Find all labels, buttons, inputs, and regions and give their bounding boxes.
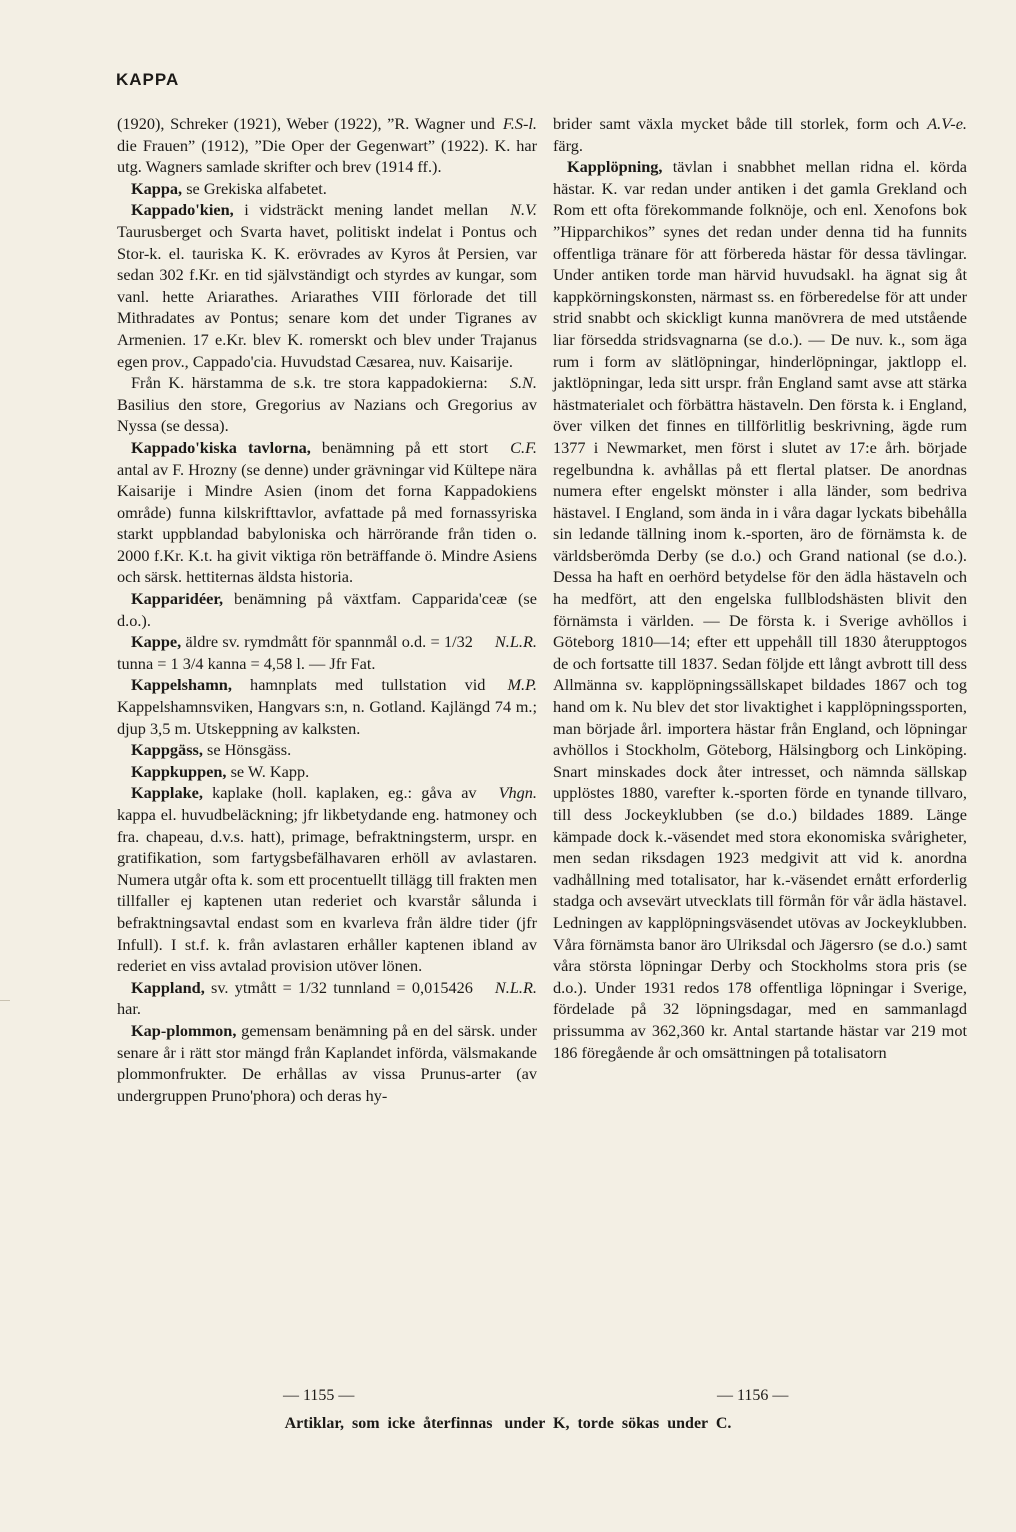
article-entry bbox=[117, 739, 537, 761]
entry-text: (1920), Schreker (1921), Weber (1922), ”R. Wagner und die Frauen” (1912), ”Die Oper der Gegenwart” (1922). K. har utg. Wagners samlade skrifter och brev (1914 ff.). bbox=[117, 114, 537, 177]
article-entry bbox=[117, 178, 537, 200]
headword: Kapplöpning, bbox=[567, 157, 663, 177]
headword: Kap-plommon, bbox=[131, 1020, 237, 1040]
article-entry bbox=[117, 199, 537, 372]
article-entry bbox=[117, 372, 537, 437]
headword: Kappgäss, bbox=[131, 740, 203, 760]
headword: Kappa, bbox=[131, 178, 183, 198]
headword: Kapparidéer, bbox=[131, 589, 224, 609]
article-entry bbox=[117, 437, 537, 588]
entry-text: se W. Kapp. bbox=[226, 761, 310, 781]
article-entry bbox=[117, 761, 537, 783]
entry-text: benämning på ett stort antal av F. Hrozny (se denne) under grävningar vid Kültepe nära Kaisarije i Mindre Asien (inom det forna Kappadokiens område) funna kilskrifttavlor, avfattade på med fornassyriska starkt uppblandad babyloniska och härrörande från tiden o. 2000 f.Kr. K.t. ha givit viktiga rön beträffande ö. Mindre Asiens och särsk. hettiternas äldsta historia. bbox=[117, 437, 537, 587]
author-signature: A.V-e. bbox=[927, 114, 967, 133]
author-signature: S.N. bbox=[509, 373, 537, 393]
author-signature: C.F. bbox=[510, 437, 537, 457]
headword: Kappe, bbox=[131, 632, 182, 652]
author-signature: N.V. bbox=[510, 200, 537, 220]
headword: Kappkuppen, bbox=[131, 761, 227, 781]
entry-text: Från K. härstamma de s.k. tre stora kappadokierna: Basilius den store, Gregorius av Nazians och Gregorius av Nyssa (se dessa). bbox=[117, 373, 537, 436]
author-signature: F.S-l. bbox=[502, 114, 537, 133]
entry-text: kaplake (holl. kaplaken, eg.: gåva av kappa el. huvudbeläckning; jfr likbetydande eng. hatmoney och fra. chapeau, d.v.s. hatt), primage, befraktningsterm, urspr. en gratifikation, som fartygsbefälhavaren erhöll av avlastaren. Numera utgår ofta k. som ett procentuellt tillägg till frakten men tillfaller ej kaptenen utan rederiet och kvarstår sålunda i befraktningsavtal endast som en kvarleva från äldre tider (jfr Infull). I st.f. k. från avlastaren erhåller kaptenen ibland av rederiet en viss avtalad provision utöver lönen. bbox=[117, 783, 537, 976]
headword: Kappelshamn, bbox=[131, 675, 232, 695]
footer-note-right: under K, torde sökas under C. bbox=[504, 1415, 732, 1432]
article-entry bbox=[117, 588, 537, 631]
page-number-right: — 1156 — bbox=[717, 1387, 789, 1404]
headword: Kappado'kien, bbox=[131, 200, 234, 220]
margin-mark bbox=[0, 1000, 10, 1023]
article-entry bbox=[117, 977, 537, 1020]
author-signature: N.L.R. bbox=[494, 977, 537, 997]
headword: Kappado'kiska tavlorna, bbox=[131, 437, 311, 457]
article-entry bbox=[553, 113, 967, 156]
entry-text: benämning på växtfam. Capparida'ceæ (se d.o.). bbox=[117, 589, 537, 630]
author-signature: M.P. bbox=[507, 675, 537, 695]
page-number-left: — 1155 — bbox=[283, 1387, 355, 1404]
entry-text: sv. ytmått = 1/32 tunnland = 0,015426 har. bbox=[117, 977, 473, 1019]
entry-text: se Hönsgäss. bbox=[202, 740, 292, 760]
entry-text: se Grekiska alfabetet. bbox=[182, 178, 327, 198]
entry-text: äldre sv. rymdmått för spannmål o.d. = 1/32 tunna = 1 3/4 kanna = 4,58 l. — Jfr Fat. bbox=[117, 632, 473, 673]
headword: Kappland, bbox=[131, 977, 205, 997]
headword: Kapplake, bbox=[131, 783, 203, 803]
article-entry bbox=[117, 1020, 537, 1106]
left-column bbox=[117, 113, 537, 1106]
entry-text: i vidsträckt mening landet mellan Taurusberget och Svarta havet, politiskt indelat i Pontus och Stor-k. el. tauriska K. K. erövrades av Kyros åt Persien, var sedan 302 f.Kr. en tid självständigt och styrdes av kungar, som vanl. hette Ariarathes. Ariarathes VIII förlorade det till Mithradates av Pontus; senare kom det under Tigranes av Armenien. 17 e.Kr. blev K. romerskt och blev under Trajanus egen prov., Cappado'cia. Huvudstad Cæsarea, nuv. Kaisarije. bbox=[117, 200, 537, 371]
footer-note bbox=[0, 1415, 1016, 1433]
entry-text: gemensam benämning på en del särsk. under senare år i rätt stor mängd från Kaplandet införda, välsmakande plommonfrukter. De erhållas av vissa Prunus-arter (av undergruppen Pruno'phora) och deras hy- bbox=[117, 1020, 537, 1105]
entry-text: hamnplats med tullstation vid Kappelshamnsviken, Hangvars s:n, n. Gotland. Kajlängd 74 m.; djup 3,5 m. Utskeppning av kalksten. bbox=[117, 675, 537, 738]
article-entry bbox=[117, 782, 537, 976]
author-signature: Vhgn. bbox=[498, 783, 537, 803]
running-head: KAPPA bbox=[116, 70, 180, 89]
article-entry bbox=[553, 156, 967, 1063]
footer-note-left: Artiklar, som icke återfinnas bbox=[284, 1415, 493, 1432]
article-entry bbox=[117, 631, 537, 674]
article-entry bbox=[117, 113, 537, 178]
author-signature: N.L.R. bbox=[494, 632, 537, 652]
article-entry bbox=[117, 674, 537, 739]
entry-text: brider samt växla mycket både till storlek, form och färg. bbox=[553, 114, 920, 155]
entry-text: tävlan i snabbhet mellan ridna el. körda hästar. K. var redan under antiken i det gamla Grekland och Rom ett ofta förekommande folknöje, och enl. Xenofons bok ”Hipparchikos” synes det redan under denna tid ha funnits offentliga tränare för att förbereda hästar för dessa tävlingar. Under antiken torde man härvid huvudsakl. ha ägnat sig åt kappkörningskonsten, närmast ss. en förberedelse för att under strid snabbt och skickligt kunna manövrera de med utstående liar försedda stridsvagnarna (se d.o.). — De nuv. k., som äga rum i form av slätlöpningar, hinderlöpningar, jaktlopp el. jaktlöpningar, leda sitt urspr. från England samt avse att stärka hästmaterialet och förbättra hästaveln. Den första k. i England, över vilken det finnes en tillförlitlig beskrivning, ägde rum 1377 i Newmarket, men först i slutet av 17:e årh. började regelbundna k. avhållas på ett flertal platser. De anordnas numera efter engelskt mönster i alla länder, som bedriva hästavel. I England, som ända in i våra dagar lyckats bibehålla sin ledande tällning inom k.-sporten, äro de förnämsta k. de världsberömda Derby (se d.o.) och Grand national (se d.o.). Dessa ha haft en oerhörd betydelse för den ädla hästaveln och ha medfört, att den engelska fullblodshästen blivit den förnämsta i världen. — De första k. i Sverige avhöllos i Göteborg 1810—14; efter ett uppehåll till 1830 återupptogos de och fortsatte till 1837. Sedan följde ett långt avbrott till dess Allmänna sv. kapplöpningssällskapet bildades 1867 och tog hand om k. Nu blev det stor livaktighet i kapplöpningssporten, man började årl. importera hästar från England, och löpningar avhöllos i Stockholm, Göteborg, Hälsingborg och Linköping. Snart minskades dock åter intresset, och nämnda sällskap upplöstes 1880, varefter k.-sporten förde en tynande tillvaro, till dess Jockeyklubben (se d.o.) bildades 1889. Länge kämpade dock k.-väsendet med stora ekonomiska svårigheter, men sedan riksdagen 1923 medgivit att vid k. anordna vadhållning med totalisator, har k.-väsendet ernått erforderlig stadga och avsevärt utvecklats till förmån för vår ädla hästavel. Ledningen av kapplöpningsväsendet utövas av Jockeyklubben. Våra förnämsta banor äro Ulriksdal och Jägersro (se d.o.) samt våra största löpningar Derby och Stockholms stora pris (se d.o.). Under 1931 redos 178 offentliga löpningar i Sverige, fördelade på 32 löpningsdagar, med en sammanlagd prissumma av 362,360 kr. Antal startande hästar var 219 mot 186 föregående år och omsättningen på totalisatorn bbox=[553, 157, 967, 1062]
right-column bbox=[553, 113, 967, 1063]
